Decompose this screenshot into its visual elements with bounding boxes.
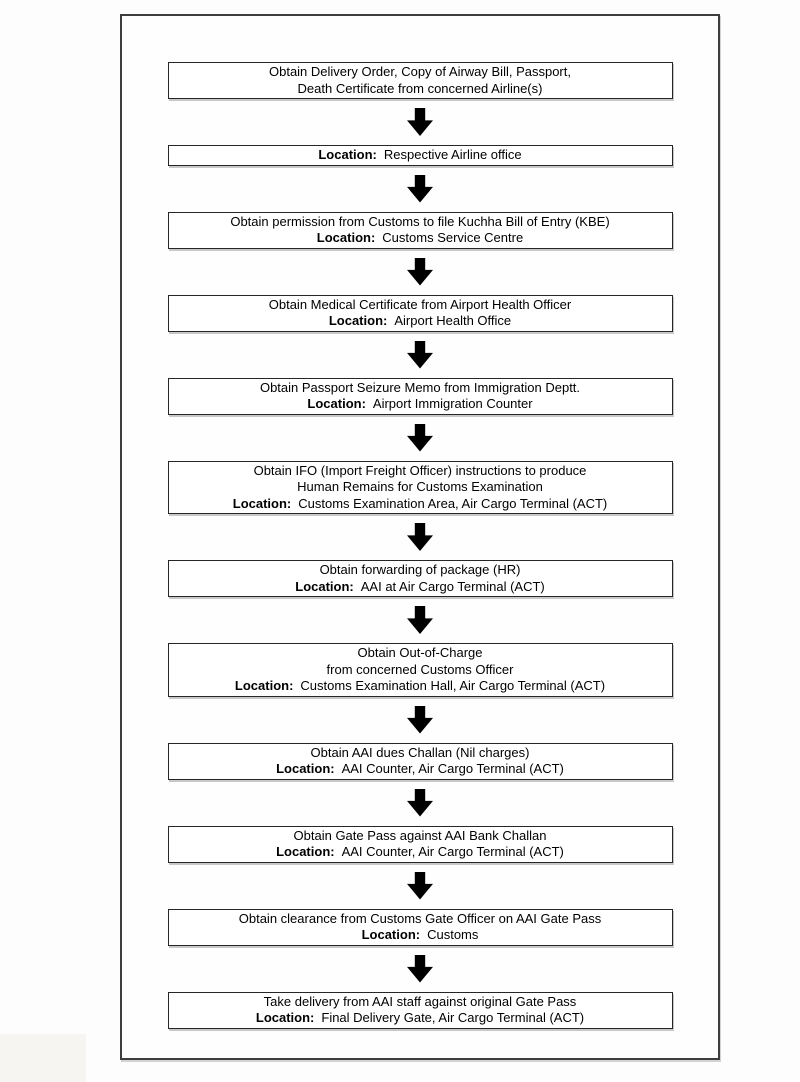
flow-step-location-line — [175, 1010, 666, 1027]
flow-step-box — [168, 145, 673, 166]
flow-step-box — [168, 212, 673, 249]
flow-step-box — [168, 461, 673, 515]
down-arrow-icon — [407, 789, 433, 817]
down-arrow-icon — [407, 523, 433, 551]
flow-step-box — [168, 992, 673, 1029]
location-label: Location: — [328, 313, 388, 328]
location-label: Location: — [295, 578, 354, 594]
flow-step-text: Obtain Medical Certificate from Airport Health Officer — [268, 296, 572, 312]
flow-step-text: Take delivery from AAI staff against original Gate Pass — [263, 993, 577, 1009]
flow-step-text: Obtain Delivery Order, Copy of Airway Bill, Passport, — [268, 64, 571, 79]
down-arrow-icon — [407, 872, 433, 900]
flow-step-text: Obtain permission from Customs to file Kuchha Bill of Entry (KBE) — [230, 213, 610, 229]
flowchart-frame — [120, 14, 720, 1060]
location-value: Customs — [427, 927, 479, 942]
location-value: Airport Health Office — [394, 313, 512, 328]
flow-step-text: Obtain Out-of-Charge — [357, 645, 483, 660]
location-value: AAI Counter, Air Cargo Terminal (ACT) — [341, 844, 564, 859]
flow-step-location-line — [175, 147, 666, 164]
down-arrow-icon — [407, 258, 433, 286]
flow-step-location-line — [175, 396, 666, 413]
flow-step-location-line — [175, 579, 666, 596]
down-arrow-icon — [407, 706, 433, 734]
location-value: Customs Examination Hall, Air Cargo Terminal (ACT) — [300, 678, 606, 693]
flow-step-box — [168, 295, 673, 332]
location-value: Final Delivery Gate, Air Cargo Terminal (ACT) — [321, 1010, 585, 1025]
location-label: Location: — [318, 147, 377, 162]
flow-step-text: Human Remains for Customs Examination — [297, 479, 543, 494]
flow-step-box — [168, 743, 673, 780]
location-value: Customs Service Centre — [382, 230, 524, 245]
location-value: Customs Examination Area, Air Cargo Terminal (ACT) — [298, 495, 608, 511]
flow-step-box — [168, 643, 673, 697]
location-value: AAI at Air Cargo Terminal (ACT) — [360, 578, 545, 594]
flow-step-location-line — [175, 927, 666, 944]
flow-step-box — [168, 62, 673, 99]
flow-step-location-line — [175, 844, 666, 861]
flow-step-text: Obtain clearance from Customs Gate Officer on AAI Gate Pass — [238, 910, 602, 926]
location-label: Location: — [234, 678, 294, 693]
flow-step-location-line — [175, 496, 666, 513]
down-arrow-icon — [407, 424, 433, 452]
scan-artifact-shade — [0, 1034, 86, 1082]
down-arrow-icon — [407, 606, 433, 634]
flow-step-location-line — [175, 678, 666, 695]
flow-step-text: Obtain forwarding of package (HR) — [319, 562, 521, 577]
location-label: Location: — [307, 396, 366, 411]
flow-step-location-line — [175, 761, 666, 778]
location-value: Respective Airline office — [383, 147, 522, 162]
flow-step-box — [168, 560, 673, 597]
location-label: Location: — [276, 761, 335, 776]
down-arrow-icon — [407, 175, 433, 203]
flow-step-location-line — [175, 313, 666, 330]
flow-step-text: Obtain AAI dues Challan (Nil charges) — [310, 744, 530, 760]
location-label: Location: — [276, 844, 335, 859]
flow-step-text: Obtain Passport Seizure Memo from Immigration Deptt. — [259, 379, 581, 395]
flow-step-box — [168, 826, 673, 863]
flow-step-location-line — [175, 230, 666, 247]
flow-step-text: from concerned Customs Officer — [326, 661, 514, 677]
location-label: Location: — [255, 1010, 315, 1025]
down-arrow-icon — [407, 341, 433, 369]
location-label: Location: — [361, 927, 421, 942]
down-arrow-icon — [407, 955, 433, 983]
location-label: Location: — [232, 495, 292, 511]
flow-step-text: Obtain IFO (Import Freight Officer) instructions to produce — [253, 462, 587, 478]
flow-step-text: Obtain Gate Pass against AAI Bank Challan — [293, 827, 547, 843]
flow-step-box — [168, 378, 673, 415]
flowchart-column — [122, 16, 718, 1029]
flow-step-box — [168, 909, 673, 946]
location-label: Location: — [316, 230, 376, 245]
down-arrow-icon — [407, 108, 433, 136]
location-value: Airport Immigration Counter — [372, 396, 533, 411]
location-value: AAI Counter, Air Cargo Terminal (ACT) — [341, 761, 564, 776]
flow-step-text: Death Certificate from concerned Airline(s) — [297, 80, 543, 96]
